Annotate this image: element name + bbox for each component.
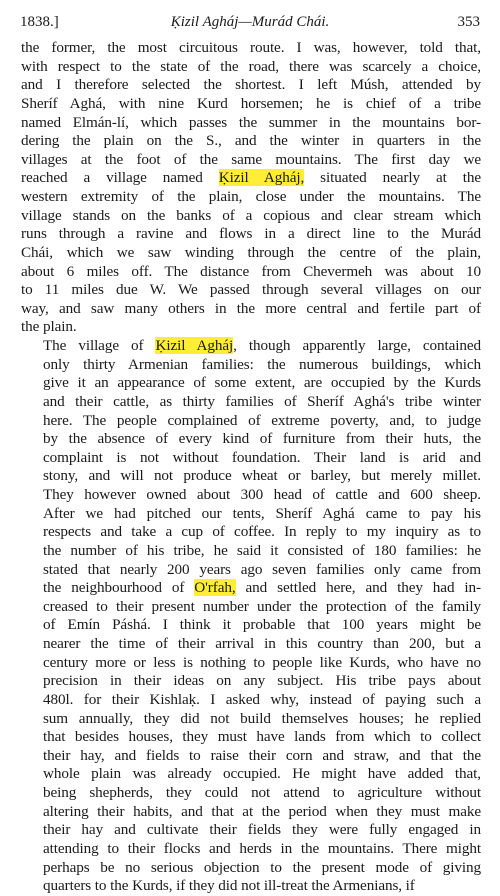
text-segment: They however owned about 300 head of cattle and 600 sheep. [43,486,481,503]
text-line [21,598,481,617]
text-segment: being shepherds, they could not attend to agriculture without [43,784,481,801]
text-line [21,561,481,580]
text-line [21,430,481,449]
highlighted-term: O'rfah, [194,579,236,597]
text-line [21,244,481,263]
page-number: 353 [457,14,480,30]
text-segment: Sheríf Aghá, with nine Kurd horsemen; he is chief of a tribe [21,94,481,112]
text-line [21,263,481,282]
text-line [21,76,481,95]
text-segment: and settled here, and they had in- [235,579,481,597]
text-segment: altering their habits, and that at the period when they must make [43,802,481,820]
header-title: Ḳizil Agháj—Murád Chái. [170,14,330,30]
text-line [21,132,481,151]
text-line [21,877,481,896]
text-segment: situated nearly at the [304,169,481,187]
text-line [21,337,481,356]
text-segment: and their cattle, as thirty families of Sheríf Aghá's tribe winter [43,392,481,410]
text-line [21,374,481,393]
text-line [21,635,481,654]
text-segment: complaint is not without foundation. Their land is arid and [43,448,481,466]
text-segment: western extremity of the plain, close under the mountains. The [21,188,481,205]
text-line [21,467,481,486]
text-segment: villages at the foot of the same mountains. The first day we [21,150,481,168]
text-line [21,728,481,747]
text-segment: creased to their present number under the protection of the family [43,597,481,615]
text-segment: perhaps be no serious objection to the present mode of giving [43,858,481,876]
text-line [21,300,481,319]
text-segment: The village of [43,337,156,354]
text-segment: Chái, which we saw winding through the centre of the plain, [21,243,481,261]
text-segment: dering the plain on the S., and the winter in quarters in the [21,132,481,150]
text-segment: After we had pitched our tents, Sheríf Aghá came to pay his [43,504,481,522]
text-line [21,747,481,766]
text-segment: only thirty Armenian families: the numerous buildings, which [43,355,481,373]
text-line [21,281,481,300]
text-line [21,784,481,803]
text-segment: their hay and cultivate their fields they were fully engaged in [43,821,481,839]
text-line [21,803,481,822]
text-segment: by the absence of every kind of furniture from their huts, the [43,430,481,448]
text-segment: of Emín Páshá. I think it probable that 100 years might be [43,616,481,634]
text-segment: 480l. for their Kishlaḳ. I asked why, instead of paying such a [43,690,481,708]
text-line [21,579,481,598]
body-text [21,39,481,896]
text-segment: whole plain was already occupied. He might have added that, [43,765,481,783]
text-segment: their hay, and fields to raise their corn and straw, and that the [43,746,481,764]
header-year: 1838.] [20,14,59,30]
highlighted-term: Ḳizil Agháj [155,337,234,354]
text-segment: way, and saw many others in the more central and fertile part of [21,299,481,317]
text-segment: sum annually, they did not build themselves houses; he replied [43,709,481,727]
text-line [21,207,481,226]
text-line [21,393,481,412]
text-segment: with respect to the state of the road, there was scarcely a choice, [21,57,481,75]
text-segment: reached a village named [21,169,219,187]
text-segment: the neighbourhood of [43,579,195,597]
text-line [21,654,481,673]
text-line [21,765,481,784]
text-segment: the former, the most circuitous route. I was, however, told that, [21,39,481,56]
text-segment: stated that nearly 200 years ago seven families only came from [43,560,481,578]
text-segment: about 6 miles off. The distance from Chevermeh was about 10 [21,262,481,280]
text-segment: to 11 miles due W. We passed through several villages on our [21,281,481,299]
text-line [21,58,481,77]
text-line [21,449,481,468]
text-segment: quarters to the Kurds, if they did not ill-treat the Armenians, if [43,877,415,895]
text-segment: the plain. [21,318,77,336]
text-segment: century more or less is nothing to people like Kurds, who have no [43,653,481,671]
paragraph [21,39,481,337]
text-line [21,169,481,188]
running-header [20,10,480,34]
text-line [21,691,481,710]
text-line [21,542,481,561]
highlighted-term: Ḳizil Agháj, [218,169,305,187]
text-line [21,188,481,207]
text-segment: here. The people complained of extreme poverty, and, to judge [43,411,481,429]
text-line [21,859,481,878]
text-line [21,523,481,542]
text-line [21,710,481,729]
text-segment: precision in their ideas on any subject. His tribe pays about [43,672,481,690]
paragraph [21,337,481,896]
text-segment: stony, and will not produce wheat or barley, but merely millet. [43,467,481,485]
text-line [21,412,481,431]
text-segment: respects and take a cup of coffee. In reply to my inquiry as to [43,523,481,541]
text-line [21,616,481,635]
text-line [21,505,481,524]
text-segment: and I therefore selected the shortest. I left Músh, attended by [21,76,481,94]
text-segment: runs through a ravine and flows in a direct line to the Murád [21,225,481,243]
text-line [21,486,481,505]
text-segment: attending to their flocks and herds in the mountains. There might [43,839,481,857]
text-line [21,225,481,244]
text-line [21,821,481,840]
text-line [21,840,481,859]
text-segment: village stands on the banks of a copious and clear stream which [21,206,481,224]
text-segment: nearer the time of their arrival in this country than 200, but a [43,635,481,652]
text-line [21,318,481,337]
text-line [21,114,481,133]
text-segment: named Elmán-lí, which passes the summer in the mountains bor- [21,113,481,131]
text-line [21,672,481,691]
text-line [21,151,481,170]
text-segment: the number of his tribe, he said it consisted of 180 families: he [43,541,481,559]
text-line [21,39,481,58]
text-segment: that besides houses, they must have lands from which to collect [43,728,481,746]
text-segment: give it an appearance of some extent, are occupied by the Kurds [43,374,481,392]
text-segment: , though apparently large, contained [233,337,481,354]
text-line [21,356,481,375]
text-line [21,95,481,114]
